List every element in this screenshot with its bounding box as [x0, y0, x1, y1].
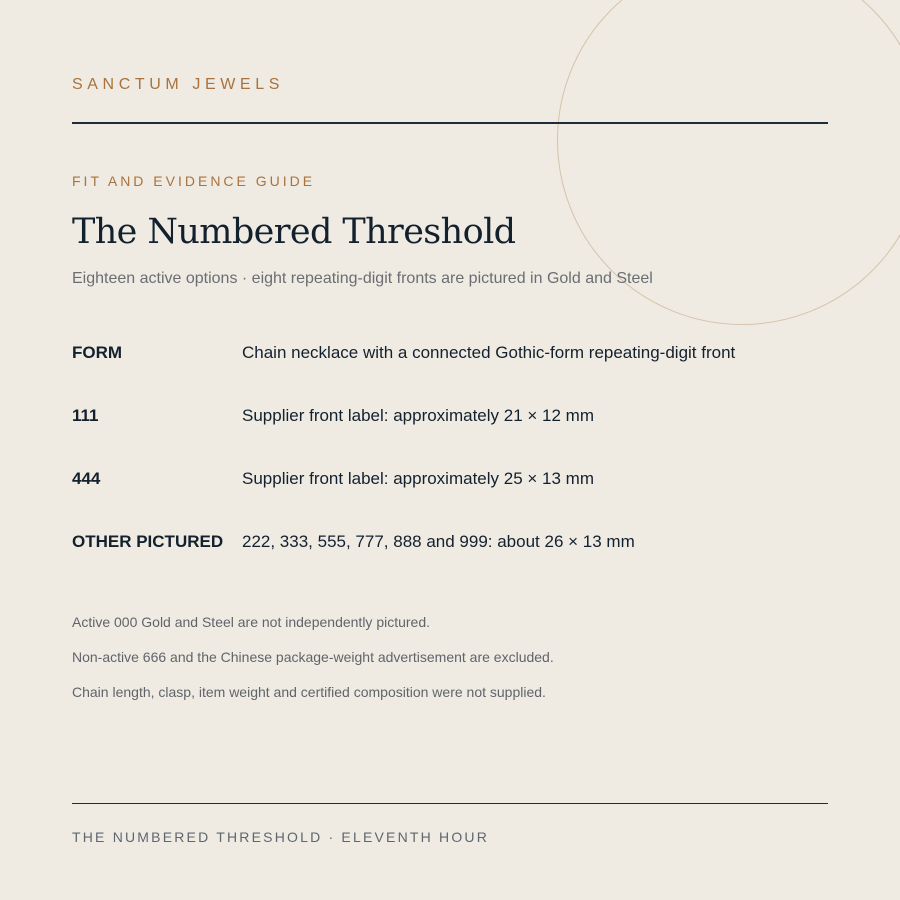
spec-value: Chain necklace with a connected Gothic-form repeating-digit front: [242, 343, 736, 362]
notes-list: [72, 613, 554, 718]
header-divider: [72, 122, 828, 124]
spec-label: OTHER PICTURED: [72, 532, 224, 551]
spec-value: 222, 333, 555, 777, 888 and 999: about 26 × 13 mm: [242, 532, 635, 551]
spec-row-111: [72, 403, 828, 466]
spec-value: Supplier front label: approximately 25 × 13 mm: [242, 469, 594, 488]
note-item: Active 000 Gold and Steel are not independently pictured.: [72, 614, 431, 630]
spec-row-other-pictured: [72, 529, 828, 592]
spec-label: 111: [72, 406, 99, 425]
spec-row-form: [72, 340, 828, 403]
section-eyebrow: FIT AND EVIDENCE GUIDE: [72, 173, 316, 189]
footer-text: THE NUMBERED THRESHOLD · ELEVENTH HOUR: [72, 829, 490, 845]
footer-divider: [72, 803, 828, 804]
spec-row-444: [72, 466, 828, 529]
spec-label: FORM: [72, 343, 123, 362]
spec-value: Supplier front label: approximately 21 × 12 mm: [242, 406, 594, 425]
page-title: The Numbered Threshold: [72, 212, 516, 252]
spec-label: 444: [72, 469, 101, 488]
page-subtitle: Eighteen active options · eight repeating-digit fronts are pictured in Gold and Steel: [72, 270, 653, 287]
note-item: Non-active 666 and the Chinese package-weight advertisement are excluded.: [72, 649, 554, 665]
note-item: Chain length, clasp, item weight and certified composition were not supplied.: [72, 684, 546, 700]
spec-table: [72, 340, 828, 592]
brand-name: SANCTUM JEWELS: [72, 76, 284, 93]
